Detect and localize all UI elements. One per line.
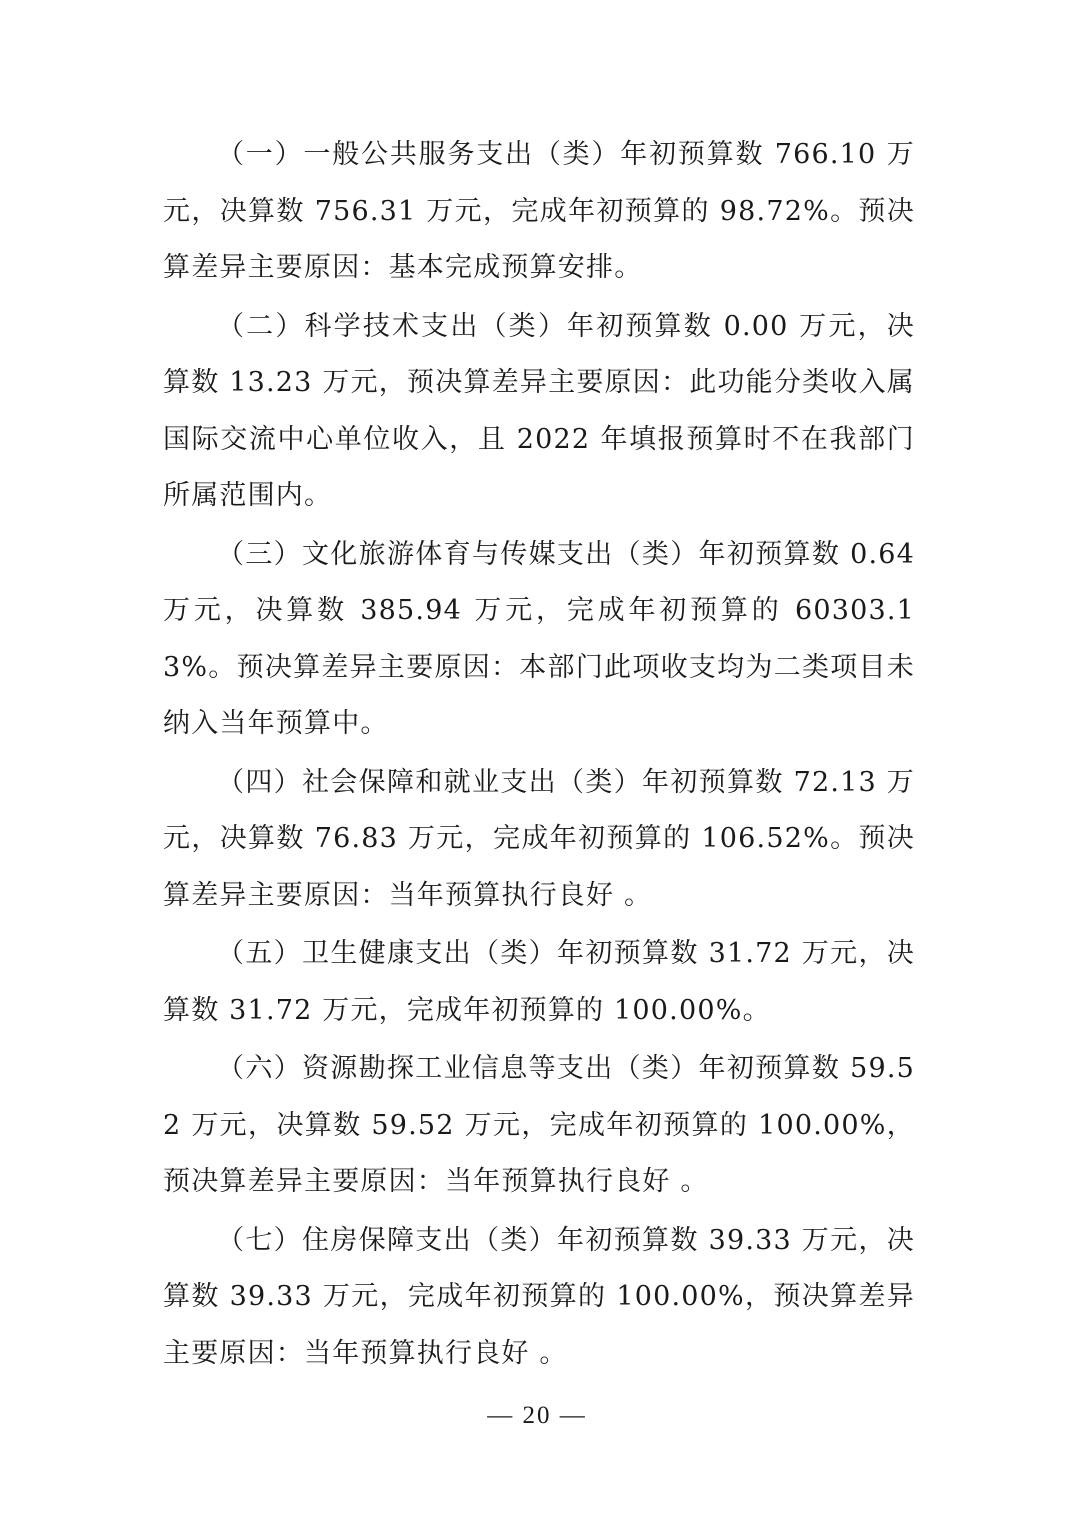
paragraph-science-technology: （二）科学技术支出（类）年初预算数 0.00 万元，决算数 13.23 万元，预决算差异主要原因：此功能分类收入属国际交流中心单位收入，且 2022 年填报预算时不在我部门所属范围内。	[163, 310, 915, 511]
paragraph-health: （五）卫生健康支出（类）年初预算数 31.72 万元，决算数 31.72 万元，完成年初预算的 100.00%。	[163, 938, 915, 1026]
paragraph-resource-exploration: （六）资源勘探工业信息等支出（类）年初预算数 59.52 万元，决算数 59.52 万元，完成年初预算的 100.00%，预决算差异主要原因：当年预算执行良好 。	[163, 1053, 915, 1197]
paragraph-social-security-employment: （四）社会保障和就业支出（类）年初预算数 72.13 万元，决算数 76.83 万元，完成年初预算的 106.52%。预决算差异主要原因：当年预算执行良好 。	[163, 766, 915, 911]
paragraph-general-public-services: （一）一般公共服务支出（类）年初预算数 766.10 万元，决算数 756.31 万元，完成年初预算的 98.72%。预决算差异主要原因：基本完成预算安排。	[163, 139, 915, 283]
page-number: — 20 —	[487, 1402, 587, 1429]
paragraph-housing-security: （七）住房保障支出（类）年初预算数 39.33 万元，决算数 39.33 万元，完成年初预算的 100.00%，预决算差异主要原因：当年预算执行良好 。	[163, 1224, 915, 1369]
document-body	[163, 127, 915, 1384]
paragraph-culture-tourism-sports-media: （三）文化旅游体育与传媒支出（类）年初预算数 0.64 万元，决算数 385.94 万元，完成年初预算的 60303.13%。预决算差异主要原因：本部门此项收支均为二类项目未纳入当年预算中。	[163, 538, 915, 739]
